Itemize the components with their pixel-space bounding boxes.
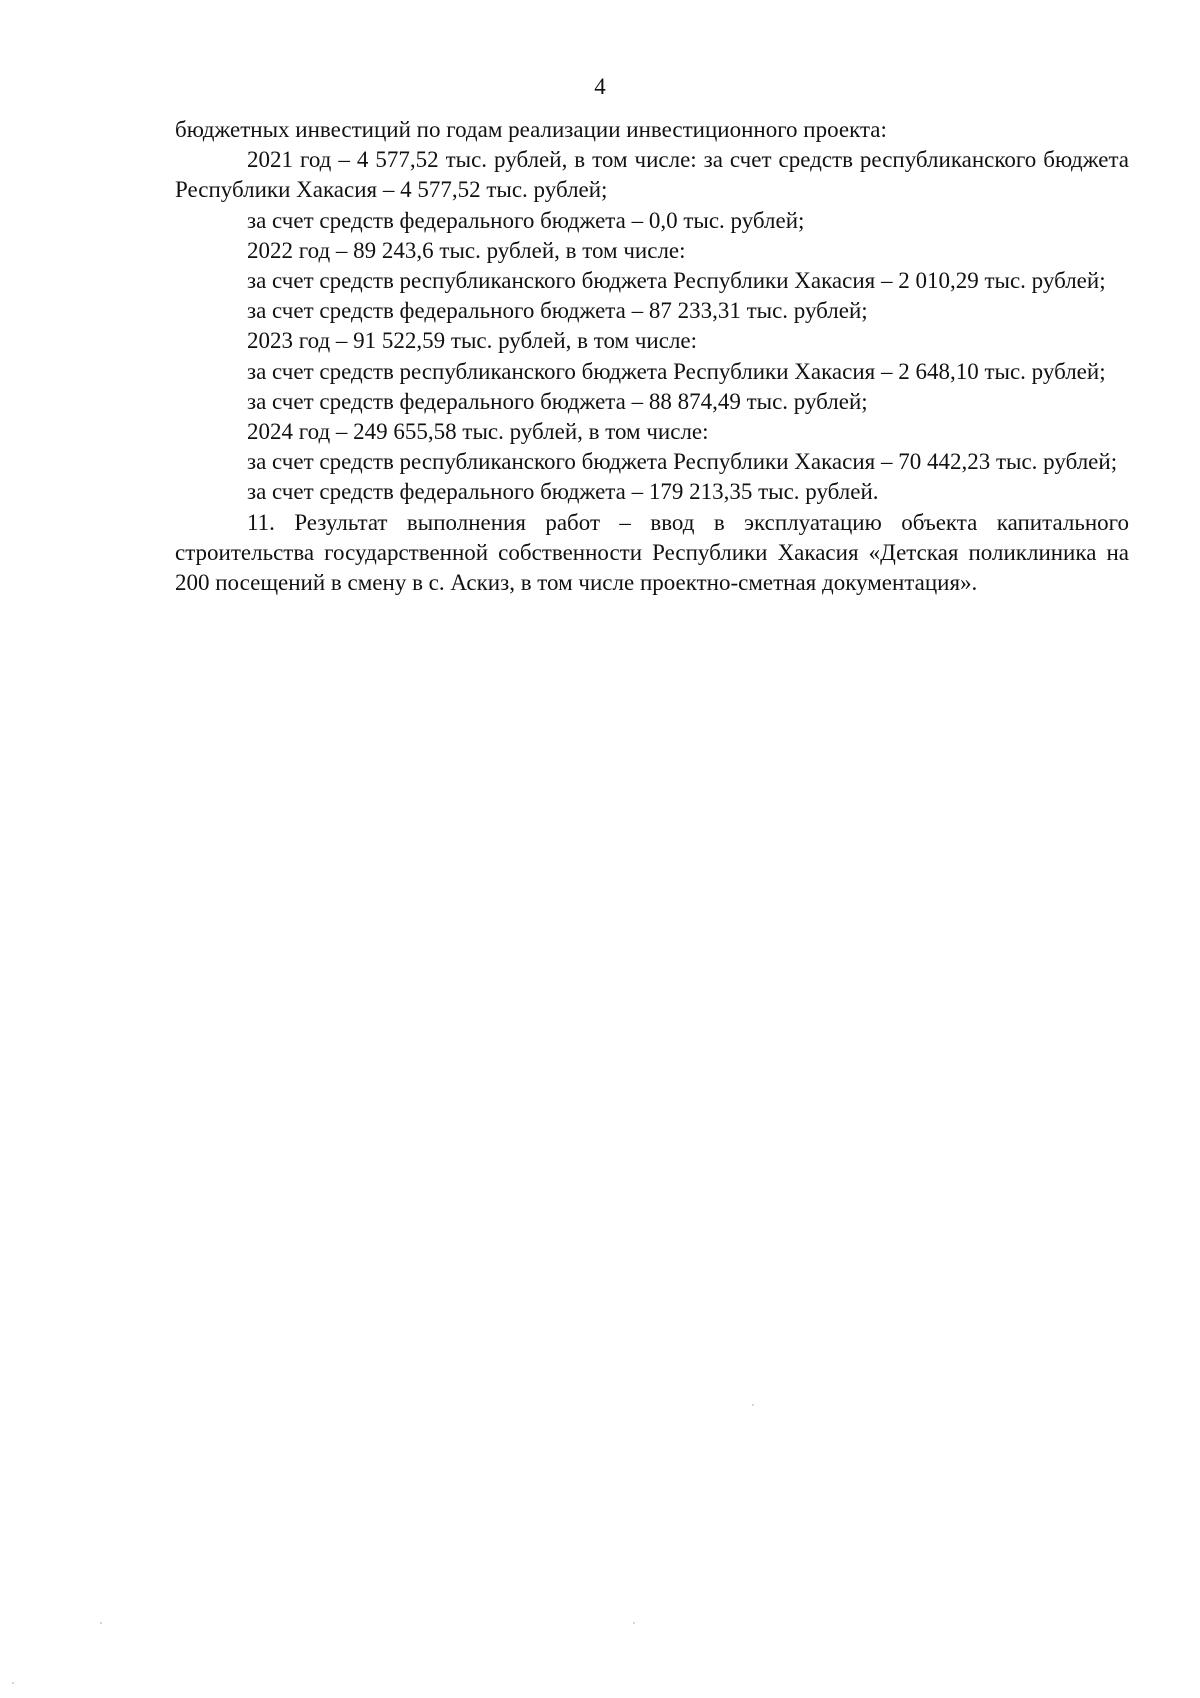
paragraph-2021-federal: за счет средств федерального бюджета – 0,0 тыс. рублей;	[247, 207, 805, 233]
paragraph-2024-total: 2024 год – 249 655,58 тыс. рублей, в том числе:	[247, 419, 709, 445]
scan-speck	[633, 1622, 635, 1624]
scan-speck	[752, 1404, 754, 1406]
paragraph-result: 11. Результат выполнения работ – ввод в эксплуатацию объекта капитального строительства государственной собственности Республики Хакасия «Детская поликлиника на 200 посещений в смену в с. Аскиз, в том числе проектно-сметная документация».	[175, 509, 1129, 596]
document-body	[175, 115, 1129, 598]
paragraph-2024-federal: за счет средств федерального бюджета – 179 213,35 тыс. рублей.	[247, 479, 879, 505]
paragraph-2023-regional: за счет средств республиканского бюджета Республики Хакасия – 2 648,10 тыс. рублей;	[247, 358, 1106, 384]
page-number: 4	[594, 74, 606, 99]
paragraph-2021-total: 2021 год – 4 577,52 тыс. рублей, в том числе: за счет средств республиканского бюджета Республики Хакасия – 4 577,52 тыс. рублей;	[175, 147, 1129, 203]
paragraph-2023-total: 2023 год – 91 522,59 тыс. рублей, в том числе:	[247, 328, 698, 354]
scan-speck	[12, 1682, 14, 1684]
scan-speck	[100, 1622, 102, 1624]
paragraph-intro: бюджетных инвестиций по годам реализации инвестиционного проекта:	[175, 117, 887, 142]
paragraph-2022-total: 2022 год – 89 243,6 тыс. рублей, в том числе:	[247, 237, 686, 263]
paragraph-2022-regional: за счет средств республиканского бюджета Республики Хакасия – 2 010,29 тыс. рублей;	[247, 268, 1106, 294]
paragraph-2022-federal: за счет средств федерального бюджета – 87 233,31 тыс. рублей;	[247, 298, 868, 324]
paragraph-2023-federal: за счет средств федерального бюджета – 88 874,49 тыс. рублей;	[247, 388, 868, 414]
paragraph-2024-regional: за счет средств республиканского бюджета Республики Хакасия – 70 442,23 тыс. рублей;	[247, 449, 1118, 475]
